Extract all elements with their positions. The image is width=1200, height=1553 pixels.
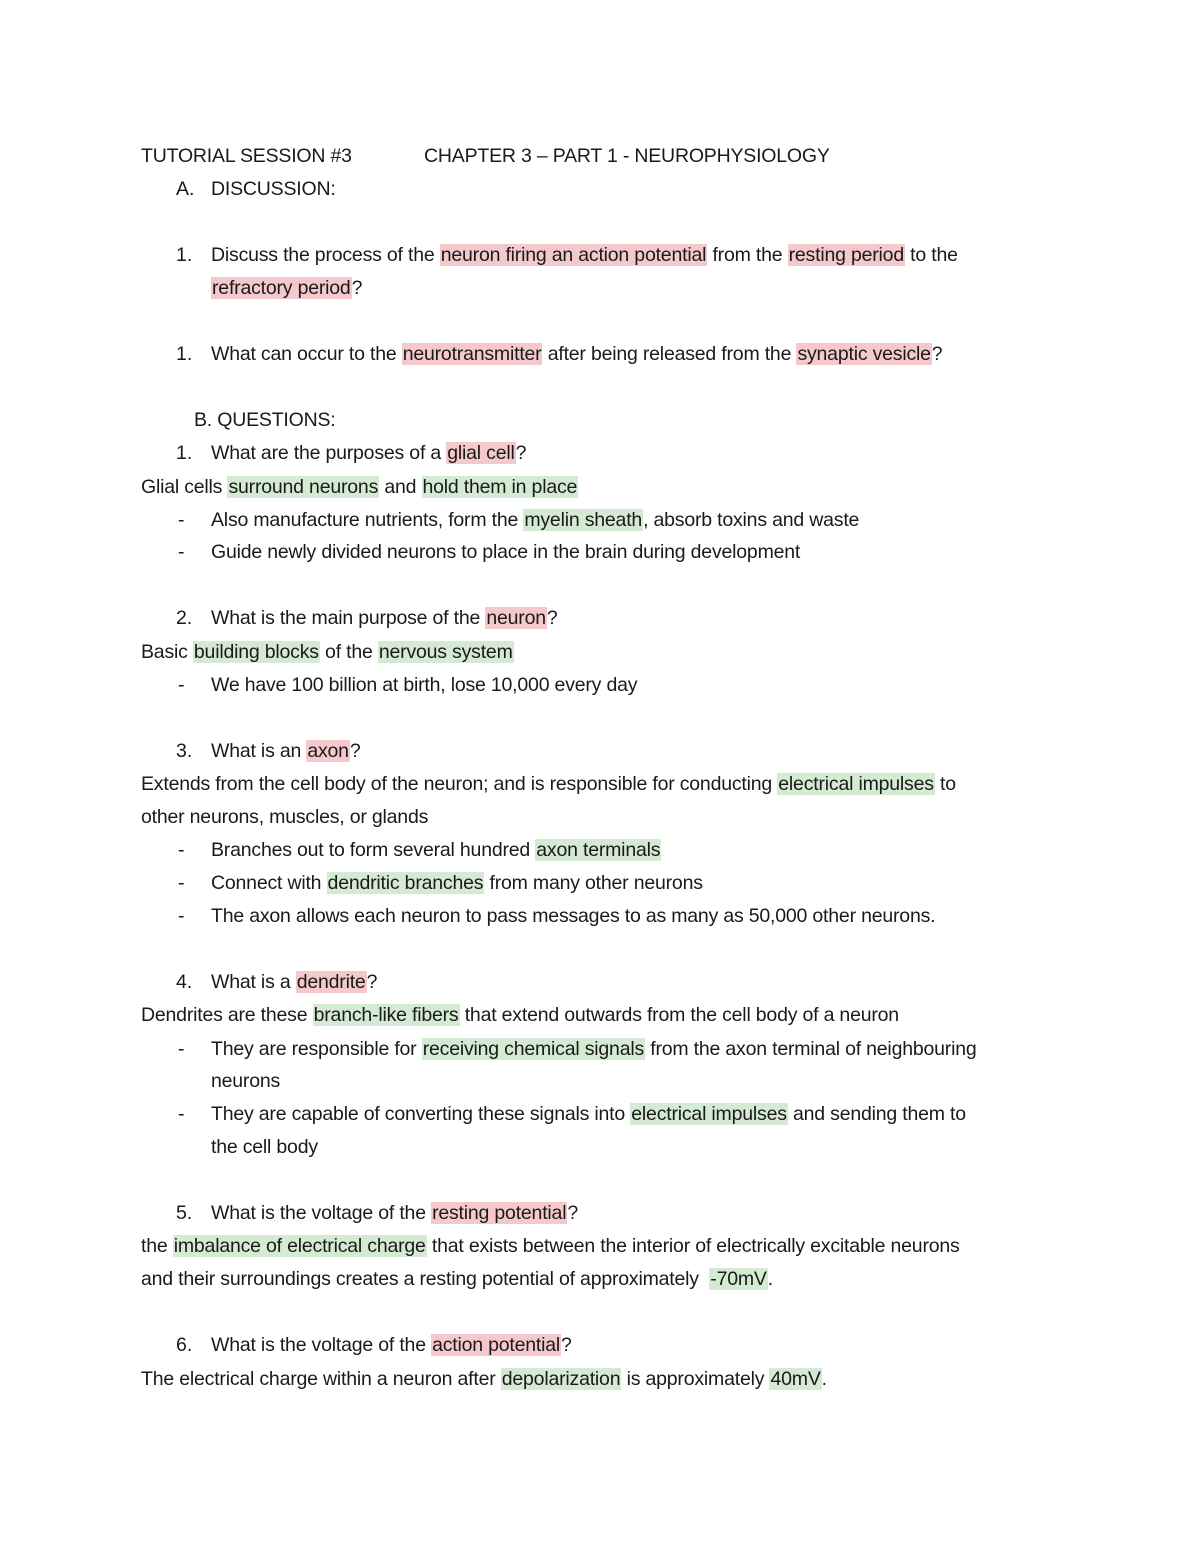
answer-4-bullet-1-line1 bbox=[211, 1036, 977, 1062]
text: that extend outwards from the cell body of a neuron bbox=[459, 1004, 899, 1026]
text: ? bbox=[349, 740, 361, 762]
highlight-answer: branch-like fibers bbox=[313, 1004, 459, 1026]
section-a-title: DISCUSSION: bbox=[211, 178, 336, 200]
highlight-term: glial cell bbox=[447, 442, 515, 464]
bullet-dash: - bbox=[178, 541, 185, 563]
question-6 bbox=[211, 1332, 572, 1358]
text: ? bbox=[366, 971, 378, 993]
bullet-dash: - bbox=[178, 509, 185, 531]
text: What is the voltage of the bbox=[211, 1334, 432, 1356]
text: What is a bbox=[211, 971, 296, 993]
bullet-dash: - bbox=[178, 674, 185, 696]
question-6-number: 6. bbox=[176, 1334, 193, 1356]
answer-5-line1 bbox=[141, 1233, 960, 1259]
highlight-answer: myelin sheath bbox=[524, 509, 643, 531]
answer-3-line1 bbox=[141, 771, 956, 797]
highlight-answer: dendritic branches bbox=[327, 872, 484, 894]
answer-2 bbox=[141, 639, 514, 665]
answer-3-line2: other neurons, muscles, or glands bbox=[141, 806, 429, 828]
discussion-1-number: 1. bbox=[176, 244, 193, 266]
text: What are the purposes of a bbox=[211, 442, 447, 464]
question-3-number: 3. bbox=[176, 740, 193, 762]
text: Also manufacture nutrients, form the bbox=[211, 509, 524, 531]
text: to the bbox=[904, 244, 958, 266]
text: ? bbox=[561, 1334, 572, 1356]
text: is approximately bbox=[621, 1368, 770, 1390]
highlight-term: synaptic vesicle bbox=[797, 343, 931, 365]
text: ? bbox=[931, 343, 943, 365]
text: and their surroundings creates a resting potential of approximately bbox=[141, 1268, 710, 1290]
answer-1-bullet-2: Guide newly divided neurons to place in the brain during development bbox=[211, 541, 801, 563]
highlight-answer: electrical impulses bbox=[631, 1103, 787, 1125]
highlight-answer: -70mV bbox=[710, 1268, 767, 1290]
highlight-answer: electrical impulses bbox=[778, 773, 934, 795]
question-3 bbox=[211, 738, 361, 764]
text: Extends from the cell body of the neuron; and is responsible for conducting bbox=[141, 773, 778, 795]
text: Connect with bbox=[211, 872, 327, 894]
question-5-number: 5. bbox=[176, 1202, 193, 1224]
header-chapter: CHAPTER 3 – PART 1 - NEUROPHYSIOLOGY bbox=[424, 145, 830, 167]
text: ? bbox=[515, 442, 527, 464]
highlight-term: neurotransmitter bbox=[402, 343, 542, 365]
highlight-term: neuron firing an action potential bbox=[440, 244, 707, 266]
bullet-dash: - bbox=[178, 1103, 185, 1125]
discussion-2-number: 1. bbox=[176, 343, 193, 365]
text: They are capable of converting these signals into bbox=[211, 1103, 631, 1125]
text: and bbox=[379, 476, 422, 498]
text: and sending them to bbox=[787, 1103, 966, 1125]
text: Discuss the process of the bbox=[211, 244, 440, 266]
answer-1 bbox=[141, 474, 578, 500]
text: ? bbox=[351, 277, 363, 299]
bullet-dash: - bbox=[178, 839, 185, 861]
bullet-dash: - bbox=[178, 1038, 185, 1060]
text: What is the voltage of the bbox=[211, 1202, 432, 1224]
text: from the axon terminal of neighbouring bbox=[645, 1038, 977, 1060]
text: Branches out to form several hundred bbox=[211, 839, 536, 861]
text: Glial cells bbox=[141, 476, 228, 498]
highlight-answer: axon terminals bbox=[536, 839, 661, 861]
question-4-number: 4. bbox=[176, 971, 193, 993]
text: from the bbox=[707, 244, 788, 266]
question-5 bbox=[211, 1200, 578, 1226]
discussion-1-line1 bbox=[211, 242, 958, 268]
text: ? bbox=[546, 607, 558, 629]
question-4 bbox=[211, 969, 377, 995]
answer-1-bullet-1 bbox=[211, 507, 859, 533]
bullet-dash: - bbox=[178, 872, 185, 894]
highlight-answer: receiving chemical signals bbox=[422, 1038, 645, 1060]
discussion-1-line2 bbox=[211, 275, 362, 301]
highlight-answer: building blocks bbox=[193, 641, 319, 663]
text: after being released from the bbox=[542, 343, 797, 365]
question-1 bbox=[211, 440, 526, 466]
question-2 bbox=[211, 605, 558, 631]
highlight-answer: hold them in place bbox=[422, 476, 578, 498]
text: What can occur to the bbox=[211, 343, 402, 365]
question-2-number: 2. bbox=[176, 607, 193, 629]
text: , absorb toxins and waste bbox=[643, 509, 860, 531]
highlight-answer: depolarization bbox=[501, 1368, 621, 1390]
text: from many other neurons bbox=[484, 872, 703, 894]
text: What is the main purpose of the bbox=[211, 607, 486, 629]
text: that exists between the interior of electrically excitable neurons bbox=[426, 1235, 960, 1257]
text: . bbox=[767, 1268, 773, 1290]
answer-4-bullet-1-line2: neurons bbox=[211, 1070, 281, 1092]
bullet-dash: - bbox=[178, 905, 185, 927]
section-b-title: B. QUESTIONS: bbox=[194, 409, 336, 431]
answer-3-bullet-2 bbox=[211, 870, 703, 896]
header-line bbox=[141, 143, 830, 169]
highlight-answer: 40mV bbox=[770, 1368, 821, 1390]
answer-6 bbox=[141, 1366, 827, 1392]
answer-2-bullet-1: We have 100 billion at birth, lose 10,000 every day bbox=[211, 674, 638, 696]
highlight-term: resting period bbox=[788, 244, 904, 266]
answer-4 bbox=[141, 1002, 899, 1028]
answer-4-bullet-2-line2: the cell body bbox=[211, 1136, 318, 1158]
section-a-marker: A. bbox=[176, 178, 195, 200]
text: to bbox=[934, 773, 956, 795]
text: the bbox=[141, 1235, 173, 1257]
answer-5-line2 bbox=[141, 1266, 773, 1292]
text: What is an bbox=[211, 740, 307, 762]
text: ? bbox=[567, 1202, 578, 1224]
highlight-answer: nervous system bbox=[378, 641, 513, 663]
answer-4-bullet-2-line1 bbox=[211, 1101, 966, 1127]
answer-3-bullet-3: The axon allows each neuron to pass messages to as many as 50,000 other neurons. bbox=[211, 905, 936, 927]
question-1-number: 1. bbox=[176, 442, 193, 464]
highlight-term: resting potential bbox=[432, 1202, 567, 1224]
highlight-answer: imbalance of electrical charge bbox=[173, 1235, 426, 1257]
highlight-term: refractory period bbox=[212, 277, 351, 299]
text: They are responsible for bbox=[211, 1038, 422, 1060]
discussion-2-line bbox=[211, 341, 942, 367]
header-session: TUTORIAL SESSION #3 bbox=[141, 145, 352, 167]
highlight-answer: surround neurons bbox=[228, 476, 379, 498]
text: The electrical charge within a neuron after bbox=[141, 1368, 501, 1390]
highlight-term: neuron bbox=[486, 607, 546, 629]
highlight-term: axon bbox=[307, 740, 349, 762]
highlight-term: dendrite bbox=[296, 971, 366, 993]
text: Basic bbox=[141, 641, 193, 663]
text: Dendrites are these bbox=[141, 1004, 313, 1026]
text: of the bbox=[319, 641, 378, 663]
answer-3-bullet-1 bbox=[211, 837, 661, 863]
text: . bbox=[821, 1368, 827, 1390]
highlight-term: action potential bbox=[432, 1334, 561, 1356]
